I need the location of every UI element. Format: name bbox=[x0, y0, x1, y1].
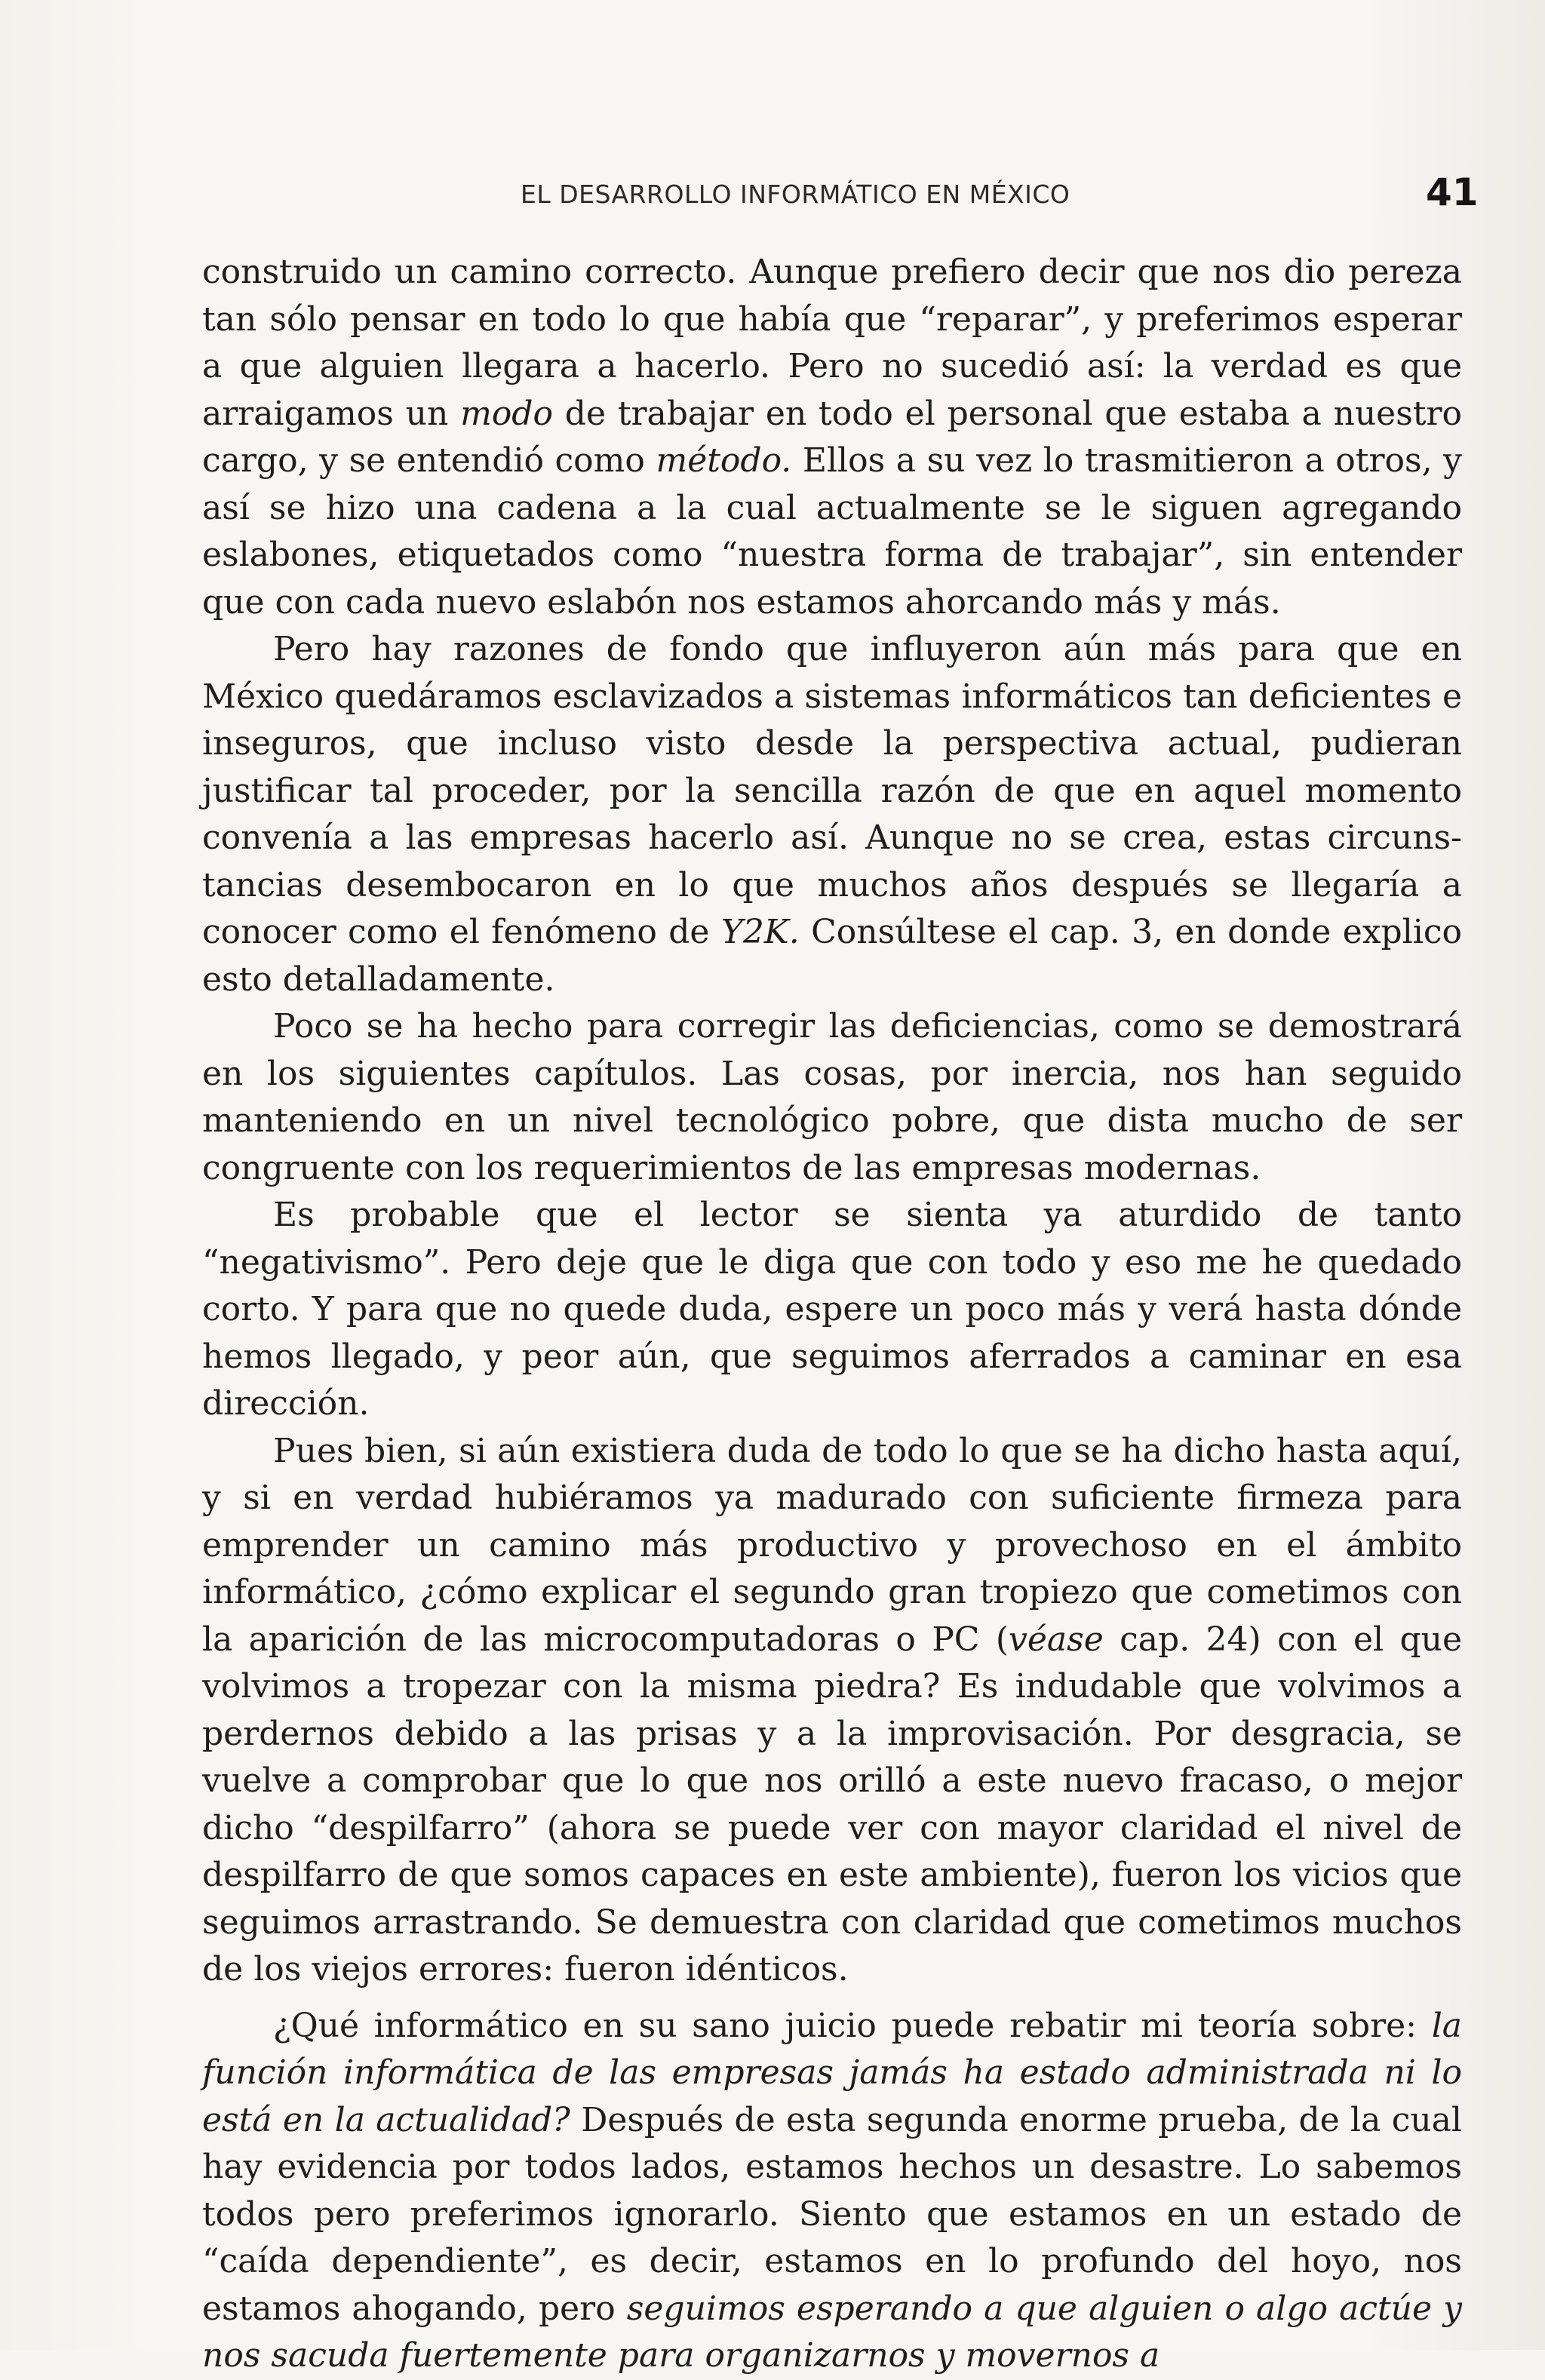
italic-text-run: Y2K. bbox=[720, 913, 800, 951]
paragraph bbox=[202, 1003, 1462, 1192]
italic-text-run: seguimos esperando a que alguien o algo actúe y nos sacuda fuertemente para organizarnos y movernos a bbox=[202, 2289, 1462, 2375]
text-run: Ellos a su vez lo trasmitieron a otros, y así se hizo una cadena a la cual actualmente se le siguen agregando eslabones, etiquetados como “nuestra forma de trabajar”, sin entender que con cada nuevo eslabón nos estamos ahorcando más y más. bbox=[202, 441, 1462, 622]
text-run: construido un camino correcto. Aunque prefiero decir que nos dio pereza tan sólo pensar en todo lo que había que “reparar”, y preferimos esperar a que alguien llegara a hacerlo. Pero no sucedió así: la verdad es que arraigamos un bbox=[202, 253, 1462, 433]
text-run: Poco se ha hecho para corregir las deficiencias, como se demostrará en los siguientes capítulos. Las cosas, por inercia, nos han seguido manteniendo en un nivel tecnológico pobre, que dista mucho de ser congruente con los requerimientos de las empresas modernas. bbox=[202, 1007, 1462, 1187]
text-run: Consúltese el cap. 3, en donde explico esto detalladamente. bbox=[202, 913, 1462, 999]
italic-text-run: modo bbox=[460, 394, 553, 433]
text-run: cap. 24) con el que volvimos a tropezar con la misma piedra? Es indudable que volvimos a perdernos debido a las prisas y a la improvisación. Por desgracia, se vuelve a comprobar que lo que nos orilló a este nuevo fracaso, o mejor dicho “despilfarro” (ahora se puede ver con mayor claridad el nivel de despilfarro de que somos capaces en este ambiente), fueron los vicios que seguimos arrastrando. Se demuestra con claridad que cometimos muchos de los viejos errores: fueron idénticos. bbox=[202, 1620, 1462, 1988]
italic-text-run: la función informática de las empresas jamás ha estado administrada ni lo está en la actualidad? bbox=[202, 2006, 1462, 2139]
italic-text-run: método. bbox=[656, 441, 792, 480]
text-run: ¿Qué informático en su sano juicio puede rebatir mi teoría sobre: bbox=[273, 2006, 1432, 2045]
italic-text-run: véase bbox=[1009, 1620, 1104, 1659]
body-text bbox=[202, 249, 1462, 2380]
text-run: Pero hay razones de fondo que influyeron aún más para que en México quedáramos esclavizados a sistemas informáticos tan deficientes e inseguros, que incluso visto desde la perspectiva actual, pudieran justificar tal proceder, por la sencilla razón de que en aquel momento convenía a las empresas hacerlo así. Aunque no se crea, estas circunstancias desembocaron en lo que muchos años después se llegaría a conocer como el fenómeno de bbox=[202, 630, 1462, 951]
paragraph bbox=[202, 1428, 1462, 1994]
paragraph bbox=[202, 1192, 1462, 1428]
paragraph bbox=[202, 249, 1462, 626]
running-title: EL DESARROLLO INFORMÁTICO EN MÉXICO bbox=[521, 180, 1070, 209]
running-head bbox=[0, 172, 1545, 217]
paragraph bbox=[202, 2003, 1462, 2380]
page-number: 41 bbox=[1426, 170, 1479, 214]
text-run: de trabajar en todo el personal que estaba a nuestro cargo, y se entendió como bbox=[202, 394, 1462, 480]
paragraph bbox=[202, 626, 1462, 1003]
text-run: Después de esta segunda enorme prueba, de la cual hay evidencia por todos lados, estamos hechos un desastre. Lo sabemos todos pero preferimos ignorarlo. Siento que estamos en un estado de “caída dependiente”, es decir, estamos en lo profundo del hoyo, nos estamos ahogando, pero bbox=[202, 2100, 1462, 2328]
text-run: Pues bien, si aún existiera duda de todo lo que se ha dicho hasta aquí, y si en verdad hubiéramos ya madurado con suficiente firmeza para emprender un camino más productivo y provechoso en el ámbito informático, ¿cómo explicar el segundo gran tropiezo que cometimos con la aparición de las microcomputadoras o PC ( bbox=[202, 1431, 1462, 1659]
text-run: Es probable que el lector se sienta ya aturdido de tanto “negativismo”. Pero deje que le diga que con todo y eso me he quedado corto. Y para que no quede duda, espere un poco más y verá hasta dónde hemos llegado, y peor aún, que seguimos aferrados a caminar en esa dirección. bbox=[202, 1196, 1462, 1423]
